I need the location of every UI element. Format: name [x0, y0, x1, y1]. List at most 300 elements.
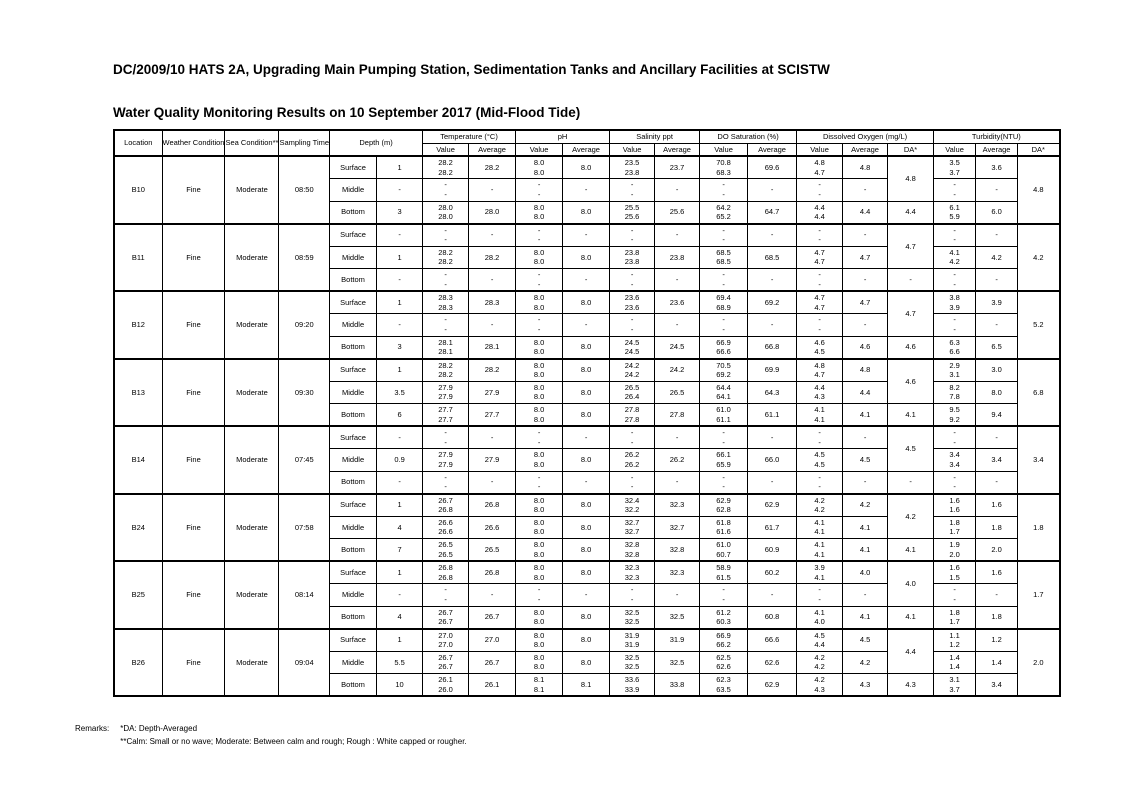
do-saturation-value-cell: 58.9 61.5: [700, 561, 748, 584]
do-saturation-value-cell: 66.9 66.6: [700, 336, 748, 359]
dissolved-oxygen-average-cell: 4.1: [843, 404, 888, 427]
temperature-average-cell: -: [469, 269, 516, 292]
location-cell: B13: [114, 359, 162, 427]
turbidity-average-cell: 1.2: [976, 629, 1018, 652]
sea-condition-cell: Moderate: [225, 629, 279, 697]
ph-value-cell: 8.0 8.0: [516, 651, 563, 674]
temperature-average-cell: -: [469, 471, 516, 494]
turbidity-average-cell: -: [976, 471, 1018, 494]
do-saturation-value-cell: - -: [700, 471, 748, 494]
depth-value-cell: 0.9: [377, 449, 423, 472]
depth-value-cell: 1: [377, 561, 423, 584]
turbidity-average-cell: 6.0: [976, 201, 1018, 224]
dissolved-oxygen-da-bottom-cell: 4.6: [888, 336, 934, 359]
dissolved-oxygen-da-bottom-cell: -: [888, 269, 934, 292]
ph-value-cell: 8.0 8.0: [516, 539, 563, 562]
dissolved-oxygen-average-cell: -: [843, 314, 888, 337]
table-row: [114, 291, 1060, 314]
temperature-average-cell: -: [469, 314, 516, 337]
depth-value-cell: 1: [377, 359, 423, 382]
do-saturation-average-cell: -: [748, 471, 797, 494]
dissolved-oxygen-da-cell: 4.5: [888, 426, 934, 471]
do-saturation-average-cell: 62.9: [748, 494, 797, 517]
depth-label-cell: Surface: [330, 224, 377, 247]
dissolved-oxygen-average-cell: 4.3: [843, 674, 888, 697]
temperature-value-cell: 26.7 26.7: [423, 651, 469, 674]
salinity-average-cell: 31.9: [655, 629, 700, 652]
ph-value-cell: - -: [516, 584, 563, 607]
ph-value-cell: - -: [516, 426, 563, 449]
do-saturation-value-cell: 61.0 60.7: [700, 539, 748, 562]
dissolved-oxygen-average-cell: 4.1: [843, 539, 888, 562]
dissolved-oxygen-value-cell: 4.5 4.5: [797, 449, 843, 472]
salinity-value-cell: 23.8 23.8: [610, 246, 655, 269]
dissolved-oxygen-value-cell: 4.7 4.7: [797, 291, 843, 314]
temperature-value-cell: 28.2 28.2: [423, 359, 469, 382]
do-saturation-value-cell: - -: [700, 179, 748, 202]
ph-average-cell: -: [563, 314, 610, 337]
do-saturation-average-cell: 69.2: [748, 291, 797, 314]
ph-value-cell: 8.0 8.0: [516, 381, 563, 404]
depth-label-cell: Middle: [330, 179, 377, 202]
dissolved-oxygen-da-cell: 4.0: [888, 561, 934, 606]
depth-label-cell: Surface: [330, 629, 377, 652]
dissolved-oxygen-da-cell: 4.7: [888, 224, 934, 269]
do-saturation-value-cell: 70.5 69.2: [700, 359, 748, 382]
temperature-value-cell: 27.9 27.9: [423, 381, 469, 404]
temperature-average-cell: 26.5: [469, 539, 516, 562]
temperature-average-cell: -: [469, 426, 516, 449]
ph-value-cell: 8.0 8.0: [516, 156, 563, 179]
weather-condition-cell: Fine: [162, 291, 225, 359]
dissolved-oxygen-average-cell: 4.2: [843, 494, 888, 517]
temperature-value-cell: 28.2 28.2: [423, 156, 469, 179]
temperature-average-cell: 26.1: [469, 674, 516, 697]
ph-value-cell: 8.0 8.0: [516, 291, 563, 314]
salinity-average-cell: 32.7: [655, 516, 700, 539]
do-saturation-average-cell: -: [748, 224, 797, 247]
col-header-depth: Depth (m): [330, 130, 423, 156]
do-saturation-average-cell: 69.9: [748, 359, 797, 382]
dissolved-oxygen-average-cell: -: [843, 269, 888, 292]
weather-condition-cell: Fine: [162, 561, 225, 629]
salinity-value-cell: 27.8 27.8: [610, 404, 655, 427]
temperature-value-cell: 26.8 26.8: [423, 561, 469, 584]
do-saturation-average-cell: 62.9: [748, 674, 797, 697]
sampling-time-cell: 08:50: [279, 156, 330, 224]
dissolved-oxygen-value-cell: 4.4 4.3: [797, 381, 843, 404]
dissolved-oxygen-value-cell: 4.7 4.7: [797, 246, 843, 269]
ph-average-cell: 8.0: [563, 201, 610, 224]
dissolved-oxygen-average-cell: 4.0: [843, 561, 888, 584]
temperature-average-cell: 28.2: [469, 246, 516, 269]
depth-label-cell: Surface: [330, 291, 377, 314]
sea-condition-cell: Moderate: [225, 224, 279, 292]
salinity-value-cell: - -: [610, 584, 655, 607]
dissolved-oxygen-average-cell: 4.7: [843, 291, 888, 314]
turbidity-average-cell: -: [976, 179, 1018, 202]
turbidity-average-cell: 3.0: [976, 359, 1018, 382]
dissolved-oxygen-average-cell: 4.6: [843, 336, 888, 359]
dissolved-oxygen-average-cell: -: [843, 224, 888, 247]
depth-label-cell: Bottom: [330, 404, 377, 427]
turbidity-value-cell: 1.4 1.4: [934, 651, 976, 674]
location-cell: B14: [114, 426, 162, 494]
turbidity-average-cell: 3.9: [976, 291, 1018, 314]
ph-average-cell: 8.0: [563, 516, 610, 539]
depth-value-cell: 4: [377, 516, 423, 539]
do-saturation-average-cell: -: [748, 179, 797, 202]
temperature-value-cell: 28.1 28.1: [423, 336, 469, 359]
turbidity-value-cell: 8.2 7.8: [934, 381, 976, 404]
temperature-value-cell: 26.6 26.6: [423, 516, 469, 539]
depth-value-cell: 1: [377, 246, 423, 269]
dissolved-oxygen-value-cell: - -: [797, 224, 843, 247]
depth-label-cell: Surface: [330, 561, 377, 584]
salinity-average-cell: 23.8: [655, 246, 700, 269]
temperature-average-cell: -: [469, 179, 516, 202]
location-cell: B25: [114, 561, 162, 629]
dissolved-oxygen-da-cell: 4.8: [888, 156, 934, 201]
sampling-time-cell: 07:45: [279, 426, 330, 494]
table-row: [114, 561, 1060, 584]
do-saturation-average-cell: 64.3: [748, 381, 797, 404]
turbidity-value-cell: 6.1 5.9: [934, 201, 976, 224]
salinity-value-cell: 32.3 32.3: [610, 561, 655, 584]
weather-condition-cell: Fine: [162, 359, 225, 427]
temperature-average-cell: 28.0: [469, 201, 516, 224]
dissolved-oxygen-value-cell: - -: [797, 314, 843, 337]
turbidity-value-cell: 3.1 3.7: [934, 674, 976, 697]
subheader-do-saturation-value: Value: [700, 143, 748, 156]
ph-value-cell: - -: [516, 179, 563, 202]
dissolved-oxygen-average-cell: 4.4: [843, 201, 888, 224]
dissolved-oxygen-da-bottom-cell: 4.1: [888, 404, 934, 427]
salinity-value-cell: - -: [610, 179, 655, 202]
ph-value-cell: 8.0 8.0: [516, 606, 563, 629]
ph-value-cell: 8.0 8.0: [516, 494, 563, 517]
turbidity-average-cell: -: [976, 584, 1018, 607]
depth-label-cell: Middle: [330, 246, 377, 269]
turbidity-value-cell: 1.8 1.7: [934, 606, 976, 629]
ph-average-cell: 8.0: [563, 336, 610, 359]
salinity-average-cell: -: [655, 269, 700, 292]
turbidity-value-cell: 9.5 9.2: [934, 404, 976, 427]
sampling-time-cell: 09:04: [279, 629, 330, 697]
temperature-average-cell: 27.9: [469, 381, 516, 404]
salinity-value-cell: 26.2 26.2: [610, 449, 655, 472]
do-saturation-value-cell: - -: [700, 584, 748, 607]
sea-condition-cell: Moderate: [225, 359, 279, 427]
salinity-value-cell: 31.9 31.9: [610, 629, 655, 652]
dissolved-oxygen-average-cell: 4.1: [843, 606, 888, 629]
salinity-average-cell: 32.3: [655, 494, 700, 517]
salinity-value-cell: - -: [610, 426, 655, 449]
sampling-time-cell: 09:20: [279, 291, 330, 359]
location-cell: B24: [114, 494, 162, 562]
turbidity-da-cell: 6.8: [1018, 359, 1060, 427]
ph-value-cell: - -: [516, 471, 563, 494]
sampling-time-cell: 08:59: [279, 224, 330, 292]
table-row: [114, 426, 1060, 449]
col-header-turbidity: Turbidity(NTU): [934, 130, 1060, 143]
dissolved-oxygen-da-bottom-cell: 4.1: [888, 606, 934, 629]
depth-label-cell: Bottom: [330, 201, 377, 224]
remarks-label: Remarks:: [75, 724, 110, 733]
do-saturation-value-cell: - -: [700, 314, 748, 337]
do-saturation-average-cell: -: [748, 314, 797, 337]
subheader-dissolved-oxygen-average: Average: [843, 143, 888, 156]
depth-value-cell: 1: [377, 629, 423, 652]
temperature-value-cell: - -: [423, 224, 469, 247]
do-saturation-average-cell: 64.7: [748, 201, 797, 224]
ph-average-cell: 8.0: [563, 561, 610, 584]
salinity-average-cell: 27.8: [655, 404, 700, 427]
temperature-average-cell: 27.9: [469, 449, 516, 472]
subheader-turbidity-value: Value: [934, 143, 976, 156]
depth-label-cell: Middle: [330, 449, 377, 472]
salinity-value-cell: - -: [610, 224, 655, 247]
salinity-value-cell: 33.6 33.9: [610, 674, 655, 697]
dissolved-oxygen-value-cell: - -: [797, 471, 843, 494]
salinity-average-cell: 24.5: [655, 336, 700, 359]
sea-condition-cell: Moderate: [225, 291, 279, 359]
do-saturation-average-cell: 69.6: [748, 156, 797, 179]
dissolved-oxygen-da-cell: 4.2: [888, 494, 934, 539]
salinity-average-cell: 32.5: [655, 651, 700, 674]
dissolved-oxygen-average-cell: 4.7: [843, 246, 888, 269]
turbidity-da-cell: 1.7: [1018, 561, 1060, 629]
do-saturation-average-cell: 66.8: [748, 336, 797, 359]
ph-average-cell: 8.0: [563, 449, 610, 472]
temperature-average-cell: 28.3: [469, 291, 516, 314]
subheader-ph-value: Value: [516, 143, 563, 156]
subheader-temperature-average: Average: [469, 143, 516, 156]
do-saturation-average-cell: -: [748, 426, 797, 449]
do-saturation-value-cell: 64.4 64.1: [700, 381, 748, 404]
temperature-average-cell: 26.8: [469, 494, 516, 517]
weather-condition-cell: Fine: [162, 156, 225, 224]
turbidity-value-cell: 1.6 1.6: [934, 494, 976, 517]
salinity-average-cell: 23.7: [655, 156, 700, 179]
dissolved-oxygen-value-cell: 4.1 4.1: [797, 539, 843, 562]
depth-value-cell: 10: [377, 674, 423, 697]
ph-average-cell: 8.0: [563, 291, 610, 314]
temperature-value-cell: 27.7 27.7: [423, 404, 469, 427]
dissolved-oxygen-value-cell: 4.1 4.1: [797, 404, 843, 427]
depth-label-cell: Bottom: [330, 269, 377, 292]
depth-label-cell: Middle: [330, 516, 377, 539]
salinity-value-cell: 25.5 25.6: [610, 201, 655, 224]
turbidity-da-cell: 3.4: [1018, 426, 1060, 494]
turbidity-average-cell: -: [976, 426, 1018, 449]
ph-average-cell: 8.1: [563, 674, 610, 697]
dissolved-oxygen-value-cell: 4.2 4.2: [797, 651, 843, 674]
col-header-ph: pH: [516, 130, 610, 143]
subheader-ph-average: Average: [563, 143, 610, 156]
temperature-value-cell: 26.7 26.7: [423, 606, 469, 629]
temperature-value-cell: 26.7 26.8: [423, 494, 469, 517]
dissolved-oxygen-average-cell: -: [843, 584, 888, 607]
turbidity-average-cell: 3.4: [976, 449, 1018, 472]
salinity-average-cell: 26.5: [655, 381, 700, 404]
do-saturation-value-cell: 69.4 68.9: [700, 291, 748, 314]
do-saturation-average-cell: -: [748, 269, 797, 292]
subheader-dissolved-oxygen-value: Value: [797, 143, 843, 156]
dissolved-oxygen-average-cell: 4.5: [843, 449, 888, 472]
depth-value-cell: -: [377, 471, 423, 494]
ph-average-cell: 8.0: [563, 359, 610, 382]
dissolved-oxygen-value-cell: 4.5 4.4: [797, 629, 843, 652]
depth-label-cell: Surface: [330, 426, 377, 449]
dissolved-oxygen-da-cell: 4.6: [888, 359, 934, 404]
turbidity-da-cell: 4.2: [1018, 224, 1060, 292]
turbidity-value-cell: - -: [934, 314, 976, 337]
ph-value-cell: 8.0 8.0: [516, 201, 563, 224]
salinity-average-cell: 26.2: [655, 449, 700, 472]
ph-value-cell: 8.0 8.0: [516, 404, 563, 427]
turbidity-average-cell: 2.0: [976, 539, 1018, 562]
turbidity-average-cell: 3.6: [976, 156, 1018, 179]
do-saturation-value-cell: - -: [700, 269, 748, 292]
subheader-turbidity-average: Average: [976, 143, 1018, 156]
sea-condition-cell: Moderate: [225, 494, 279, 562]
subheader-temperature-value: Value: [423, 143, 469, 156]
dissolved-oxygen-average-cell: -: [843, 471, 888, 494]
dissolved-oxygen-value-cell: - -: [797, 269, 843, 292]
depth-value-cell: 5.5: [377, 651, 423, 674]
turbidity-average-cell: -: [976, 314, 1018, 337]
depth-value-cell: 1: [377, 291, 423, 314]
depth-value-cell: 4: [377, 606, 423, 629]
temperature-value-cell: 28.0 28.0: [423, 201, 469, 224]
depth-label-cell: Surface: [330, 156, 377, 179]
document-title: DC/2009/10 HATS 2A, Upgrading Main Pumping Station, Sedimentation Tanks and Ancillary Facilities at SCISTW: [113, 62, 830, 77]
subheader-turbidity-da: DA*: [1018, 143, 1060, 156]
dissolved-oxygen-da-bottom-cell: -: [888, 471, 934, 494]
table-row: [114, 629, 1060, 652]
salinity-value-cell: 32.7 32.7: [610, 516, 655, 539]
turbidity-average-cell: 3.4: [976, 674, 1018, 697]
temperature-value-cell: 28.2 28.2: [423, 246, 469, 269]
depth-label-cell: Bottom: [330, 674, 377, 697]
turbidity-average-cell: 9.4: [976, 404, 1018, 427]
table-row: [114, 359, 1060, 382]
depth-value-cell: 1: [377, 156, 423, 179]
salinity-average-cell: 23.6: [655, 291, 700, 314]
turbidity-average-cell: 1.8: [976, 516, 1018, 539]
depth-label-cell: Middle: [330, 314, 377, 337]
sea-condition-cell: Moderate: [225, 426, 279, 494]
depth-value-cell: -: [377, 314, 423, 337]
table-row: [114, 156, 1060, 179]
ph-value-cell: 8.0 8.0: [516, 246, 563, 269]
turbidity-average-cell: 1.4: [976, 651, 1018, 674]
dissolved-oxygen-average-cell: 4.5: [843, 629, 888, 652]
salinity-value-cell: 23.5 23.8: [610, 156, 655, 179]
ph-average-cell: -: [563, 224, 610, 247]
do-saturation-average-cell: 60.9: [748, 539, 797, 562]
dissolved-oxygen-da-cell: 4.7: [888, 291, 934, 336]
depth-value-cell: -: [377, 179, 423, 202]
do-saturation-value-cell: 62.5 62.6: [700, 651, 748, 674]
turbidity-da-cell: 1.8: [1018, 494, 1060, 562]
dissolved-oxygen-da-bottom-cell: 4.3: [888, 674, 934, 697]
dissolved-oxygen-average-cell: 4.1: [843, 516, 888, 539]
ph-value-cell: - -: [516, 314, 563, 337]
do-saturation-average-cell: 62.6: [748, 651, 797, 674]
temperature-value-cell: - -: [423, 471, 469, 494]
do-saturation-average-cell: 61.1: [748, 404, 797, 427]
dissolved-oxygen-value-cell: 4.6 4.5: [797, 336, 843, 359]
ph-value-cell: - -: [516, 224, 563, 247]
temperature-value-cell: 26.5 26.5: [423, 539, 469, 562]
dissolved-oxygen-value-cell: - -: [797, 584, 843, 607]
salinity-value-cell: - -: [610, 269, 655, 292]
depth-value-cell: 6: [377, 404, 423, 427]
ph-average-cell: -: [563, 471, 610, 494]
turbidity-value-cell: 2.9 3.1: [934, 359, 976, 382]
dissolved-oxygen-da-bottom-cell: 4.4: [888, 201, 934, 224]
ph-value-cell: 8.0 8.0: [516, 449, 563, 472]
depth-label-cell: Middle: [330, 381, 377, 404]
sea-condition-cell: Moderate: [225, 156, 279, 224]
salinity-average-cell: 32.3: [655, 561, 700, 584]
col-header-location: Location: [114, 130, 162, 156]
ph-average-cell: -: [563, 269, 610, 292]
ph-value-cell: 8.0 8.0: [516, 561, 563, 584]
subheader-salinity-value: Value: [610, 143, 655, 156]
dissolved-oxygen-value-cell: 4.8 4.7: [797, 359, 843, 382]
turbidity-value-cell: 3.5 3.7: [934, 156, 976, 179]
temperature-value-cell: - -: [423, 314, 469, 337]
depth-label-cell: Bottom: [330, 606, 377, 629]
dissolved-oxygen-value-cell: - -: [797, 426, 843, 449]
ph-value-cell: 8.0 8.0: [516, 629, 563, 652]
location-cell: B10: [114, 156, 162, 224]
depth-label-cell: Surface: [330, 359, 377, 382]
depth-value-cell: -: [377, 584, 423, 607]
turbidity-da-cell: 5.2: [1018, 291, 1060, 359]
temperature-average-cell: 27.7: [469, 404, 516, 427]
dissolved-oxygen-value-cell: 4.2 4.3: [797, 674, 843, 697]
turbidity-value-cell: - -: [934, 584, 976, 607]
table-row: [114, 224, 1060, 247]
temperature-value-cell: - -: [423, 179, 469, 202]
temperature-value-cell: 27.0 27.0: [423, 629, 469, 652]
dissolved-oxygen-da-cell: 4.4: [888, 629, 934, 674]
turbidity-value-cell: 3.8 3.9: [934, 291, 976, 314]
ph-value-cell: 8.0 8.0: [516, 336, 563, 359]
depth-label-cell: Middle: [330, 584, 377, 607]
salinity-average-cell: -: [655, 314, 700, 337]
do-saturation-value-cell: 61.0 61.1: [700, 404, 748, 427]
monitoring-results-table: [113, 129, 1061, 697]
salinity-average-cell: -: [655, 584, 700, 607]
do-saturation-value-cell: 64.2 65.2: [700, 201, 748, 224]
temperature-average-cell: 26.7: [469, 651, 516, 674]
ph-average-cell: 8.0: [563, 629, 610, 652]
do-saturation-value-cell: 68.5 68.5: [700, 246, 748, 269]
temperature-average-cell: 28.1: [469, 336, 516, 359]
turbidity-value-cell: - -: [934, 269, 976, 292]
dissolved-oxygen-value-cell: 4.8 4.7: [797, 156, 843, 179]
dissolved-oxygen-value-cell: 4.2 4.2: [797, 494, 843, 517]
weather-condition-cell: Fine: [162, 426, 225, 494]
salinity-average-cell: 32.8: [655, 539, 700, 562]
do-saturation-average-cell: 60.2: [748, 561, 797, 584]
depth-value-cell: 3: [377, 336, 423, 359]
